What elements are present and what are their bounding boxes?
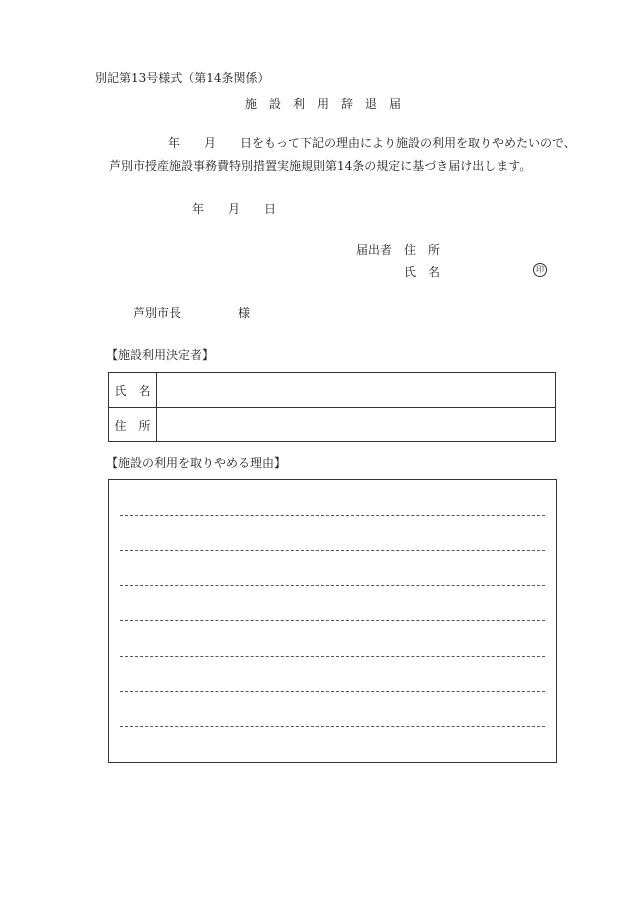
- name-field[interactable]: [157, 373, 555, 407]
- reason-line: [120, 620, 545, 621]
- reason-line: [120, 550, 545, 551]
- name-label: 氏 名: [109, 373, 157, 407]
- addressee-name: 芦別市長: [133, 306, 182, 320]
- submission-date: 年 月 日: [192, 202, 277, 216]
- reason-line: [120, 515, 545, 516]
- addressee-suffix: 様: [238, 306, 251, 320]
- section-heading-reason: 【施設の利用を取りやめる理由】: [106, 456, 287, 470]
- address-field[interactable]: [157, 408, 555, 442]
- body-paragraph-line1: 年 月 日をもって下記の理由により施設の利用を取りやめたいので、: [168, 136, 576, 150]
- section-heading-decided-user: 【施設利用決定者】: [106, 348, 215, 362]
- seal-icon: 印: [533, 263, 547, 277]
- reason-line: [120, 656, 545, 657]
- reason-line: [120, 691, 545, 692]
- reason-line: [120, 585, 545, 586]
- body-paragraph-line2: 芦別市授産施設事務費特別措置実施規則第14条の規定に基づき届け出します。: [109, 159, 532, 173]
- decided-user-table: [108, 372, 556, 442]
- form-title: 施 設 利 用 辞 退 届: [245, 97, 402, 111]
- form-number: 別記第13号様式（第14条関係）: [95, 71, 270, 85]
- table-row-name: [109, 373, 555, 408]
- applicant-address-label: 届出者 住 所: [356, 243, 441, 257]
- reason-box[interactable]: [108, 479, 557, 763]
- applicant-name-label: 氏 名: [404, 265, 441, 279]
- address-label: 住 所: [109, 408, 157, 442]
- reason-line: [120, 726, 545, 727]
- table-row-address: [109, 408, 555, 442]
